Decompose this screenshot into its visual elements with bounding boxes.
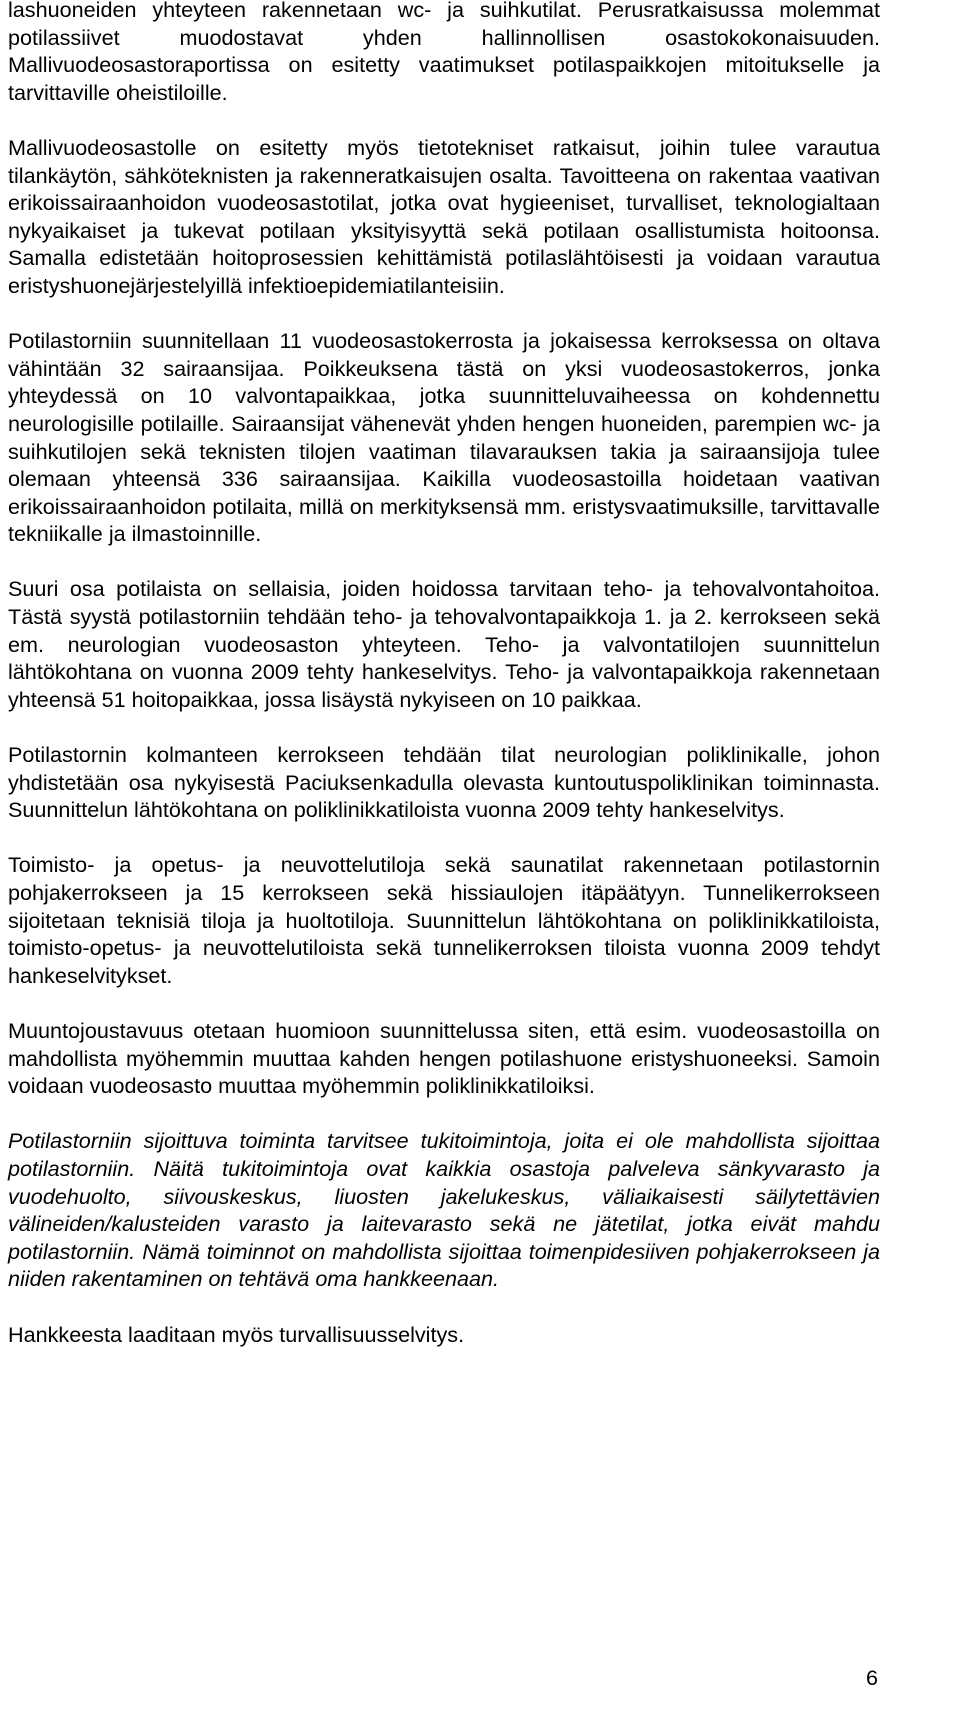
page-number: 6	[865, 1665, 878, 1690]
paragraph-safety-report: Hankkeesta laaditaan myös turvallisuusselvitys.	[8, 1321, 465, 1347]
paragraph-neurology-clinic: Potilastornin kolmanteen kerrokseen tehdään tilat neurologian poliklinikalle, johon yhdistetään osa nykyisestä Paciuksenkadulla olevasta kuntoutuspoliklinikan toiminnasta. Suunnittelun lähtökohtana on poliklinikkatiloista vuonna 2009 tehty hankeselvitys.	[8, 742, 880, 823]
document-body	[8, 0, 880, 1376]
paragraph-office-spaces: Toimisto- ja opetus- ja neuvottelutiloja sekä saunatilat rakennetaan potilastornin pohjakerrokseen ja 15 kerrokseen sekä hissiaulojen itäpäätyyn. Tunnelikerrokseen sijoitetaan teknisiä tiloja ja huoltotiloja. Suunnittelun lähtökohtana on poliklinikkatiloista, toimisto-opetus- ja neuvottelutiloista sekä tunnelikerroksen tiloista vuonna 2009 tehdyt hankeselvitykset.	[8, 852, 880, 988]
paragraph-it-solutions: Mallivuodeosastolle on esitetty myös tietotekniset ratkaisut, joihin tulee varautua tilankäytön, sähköteknisten ja rakenneratkaisujen osalta. Tavoitteena on rakentaa vaativan erikoissairaanhoidon vuodeosastotilat, jotka ovat hygieeniset, turvalliset, teknologialtaan nykyaikaiset ja tukevat potilaan yksityisyyttä sekä potilaan osallistumista hoitoonsa. Samalla edistetään hoitoprosessien kehittämistä potilaslähtöisesti ja voidaan varautua eristyshuonejärjestelyillä infektioepidemiatilanteisiin.	[8, 134, 880, 298]
paragraph-patient-wings: lashuoneiden yhteyteen rakennetaan wc- ja suihkutilat. Perusratkaisussa molemmat potilassiivet muodostavat yhden hallinnollisen osastokokonaisuuden. Mallivuodeosastoraportissa on esitetty vaatimukset potilaspaikkojen mitoitukselle ja tarvittaville oheistiloille.	[8, 0, 880, 105]
paragraph-intensive-care: Suuri osa potilaista on sellaisia, joiden hoidossa tarvitaan teho- ja tehovalvontahoitoa. Tästä syystä potilastorniin tehdään teho- ja tehovalvontapaikkoja 1. ja 2. kerrokseen sekä em. neurologian vuodeosaston yhteyteen. Teho- ja valvontatilojen suunnittelun lähtökohtana on vuonna 2009 tehty hankeselvitys. Teho- ja valvontapaikkoja rakennetaan yhteensä 51 hoitopaikkaa, jossa lisäystä nykyiseen on 10 paikkaa.	[8, 576, 880, 712]
paragraph-support-functions: Potilastorniin sijoittuva toiminta tarvitsee tukitoimintoja, joita ei ole mahdollista sijoittaa potilastorniin. Näitä tukitoimintoja ovat kaikkia osastoja palveleva sänkyvarasto ja vuodehuolto, siivouskeskus, liuosten jakelukeskus, väliaikaisesti säilytettävien välineiden/kalusteiden varasto ja laitevarasto sekä ne jätetilat, jotka eivät mahdu potilastorniin. Nämä toiminnot on mahdollista sijoittaa toimenpidesiiven pohjakerrokseen ja niiden rakentaminen on tehtävä oma hankkeenaan.	[8, 1128, 880, 1292]
paragraph-ward-floors: Potilastorniin suunnitellaan 11 vuodeosastokerrosta ja jokaisessa kerroksessa on oltava vähintään 32 sairaansijaa. Poikkeuksena tästä on yksi vuodeosastokerros, jonka yhteydessä on 10 valvontapaikkaa, jotka suunnitteluvaiheessa on kohdennettu neurologisille potilaille. Sairaansijat vähenevät yhden hengen huoneiden, parempien wc- ja suihkutilojen sekä teknisten tilojen vaatiman tilavarauksen takia ja sairaansijoja tulee olemaan yhteensä 336 sairaansijaa. Kaikilla vuodeosastoilla hoidetaan vaativan erikoissairaanhoidon potilaita, millä on merkityksensä mm. eristysvaatimuksille, tarvittavalle tekniikalle ja ilmastoinnille.	[8, 328, 880, 547]
paragraph-flexibility: Muuntojoustavuus otetaan huomioon suunnittelussa siten, että esim. vuodeosastoilla on mahdollista myöhemmin muuttaa kahden hengen potilashuone eristyshuoneeksi. Samoin voidaan vuodeosasto muuttaa myöhemmin poliklinikkatiloiksi.	[8, 1017, 880, 1099]
